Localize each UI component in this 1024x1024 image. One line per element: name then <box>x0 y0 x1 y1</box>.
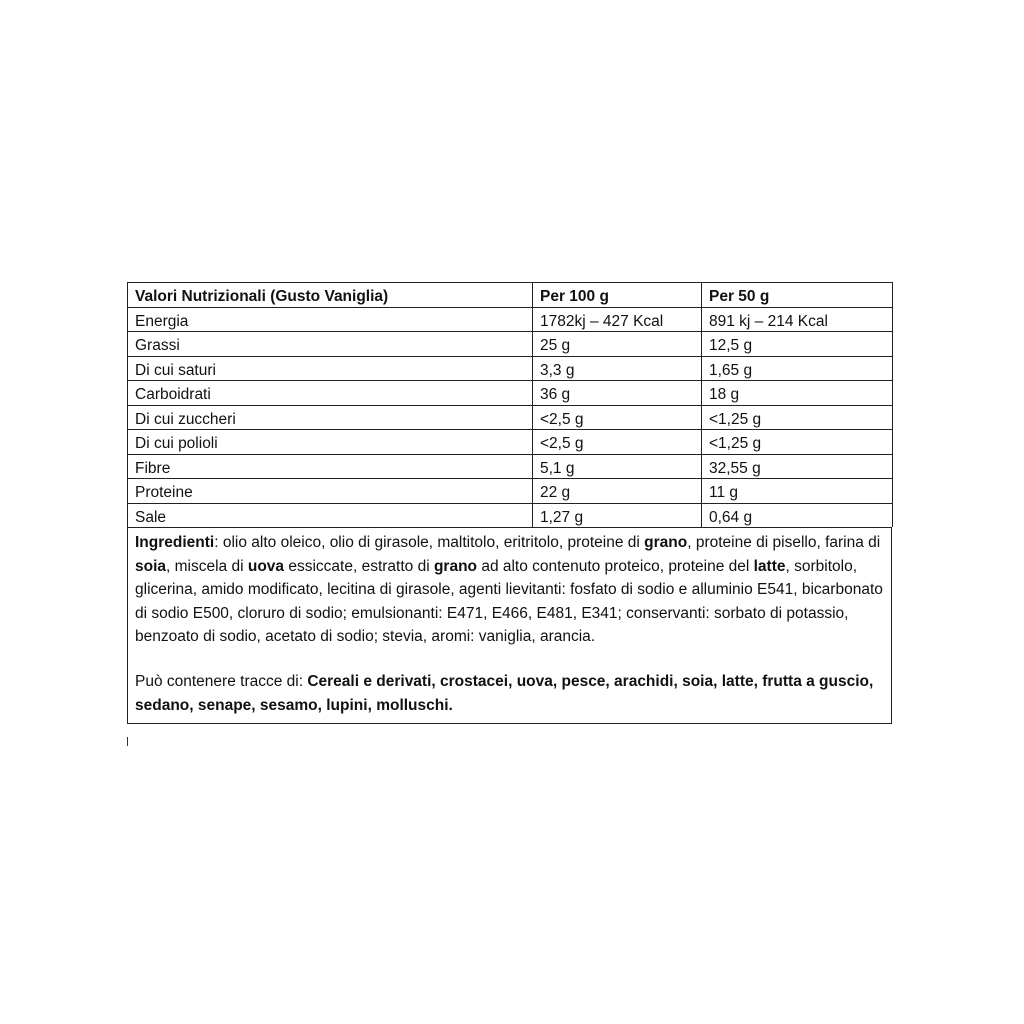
nutrient-name: Proteine <box>128 479 533 504</box>
value-per-100g: 5,1 g <box>533 454 702 479</box>
value-per-100g: 3,3 g <box>533 356 702 381</box>
table-row <box>128 405 893 430</box>
nutrition-table-body <box>128 307 893 527</box>
table-row <box>128 430 893 455</box>
ingredients-text: : olio alto oleico, olio di girasole, maltitolo, eritritolo, proteine di grano, proteine di pisello, farina di soia, miscela di uova essiccate, estratto di grano ad alto contenuto proteico, proteine del latte, sorbitolo, glicerina, amido modificato, lecitina di girasole, agenti lievitanti: fosfato di sodio e alluminio E541, bicarbonato di sodio E500, cloruro di sodio; emulsionanti: E471, E466, E481, E341; conservanti: sorbato di potassio, benzoato di sodio, acetato di sodio; stevia, aromi: vaniglia, arancia. <box>135 534 883 646</box>
value-per-100g: 1,27 g <box>533 503 702 527</box>
nutrient-name: Fibre <box>128 454 533 479</box>
table-row <box>128 381 893 406</box>
allergens-paragraph <box>135 670 884 717</box>
value-per-100g: 36 g <box>533 381 702 406</box>
ingredients-paragraph <box>135 531 884 649</box>
table-row <box>128 356 893 381</box>
value-per-50g: <1,25 g <box>702 430 893 455</box>
value-per-100g: <2,5 g <box>533 405 702 430</box>
nutrient-name: Energia <box>128 307 533 332</box>
nutrient-name: Di cui saturi <box>128 356 533 381</box>
value-per-50g: 891 kj – 214 Kcal <box>702 307 893 332</box>
value-per-50g: 11 g <box>702 479 893 504</box>
header-nutritional-values: Valori Nutrizionali (Gusto Vaniglia) <box>128 283 533 308</box>
ingredients-box <box>127 527 892 724</box>
table-row <box>128 307 893 332</box>
nutrient-name: Grassi <box>128 332 533 357</box>
header-per-50g: Per 50 g <box>702 283 893 308</box>
value-per-50g: 18 g <box>702 381 893 406</box>
value-per-50g: <1,25 g <box>702 405 893 430</box>
nutrient-name: Carboidrati <box>128 381 533 406</box>
value-per-100g: 25 g <box>533 332 702 357</box>
value-per-50g: 1,65 g <box>702 356 893 381</box>
table-row <box>128 454 893 479</box>
ingredients-label: Ingredienti <box>135 534 215 551</box>
allergens-prefix: Può contenere tracce di: <box>135 672 308 690</box>
value-per-100g: 22 g <box>533 479 702 504</box>
value-per-50g: 0,64 g <box>702 503 893 527</box>
value-per-100g: 1782kj – 427 Kcal <box>533 307 702 332</box>
table-row <box>128 479 893 504</box>
nutrition-document <box>127 282 892 724</box>
text-cursor-marker <box>127 737 128 746</box>
nutrition-table <box>127 282 893 527</box>
header-per-100g: Per 100 g <box>533 283 702 308</box>
nutrient-name: Di cui zuccheri <box>128 405 533 430</box>
table-row <box>128 332 893 357</box>
table-header-row <box>128 283 893 308</box>
value-per-50g: 32,55 g <box>702 454 893 479</box>
nutrient-name: Di cui polioli <box>128 430 533 455</box>
value-per-50g: 12,5 g <box>702 332 893 357</box>
allergens-list: Cereali e derivati, crostacei, uova, pesce, arachidi, soia, latte, frutta a guscio, sedano, senape, sesamo, lupini, molluschi. <box>135 672 874 714</box>
nutrient-name: Sale <box>128 503 533 527</box>
value-per-100g: <2,5 g <box>533 430 702 455</box>
table-row <box>128 503 893 527</box>
